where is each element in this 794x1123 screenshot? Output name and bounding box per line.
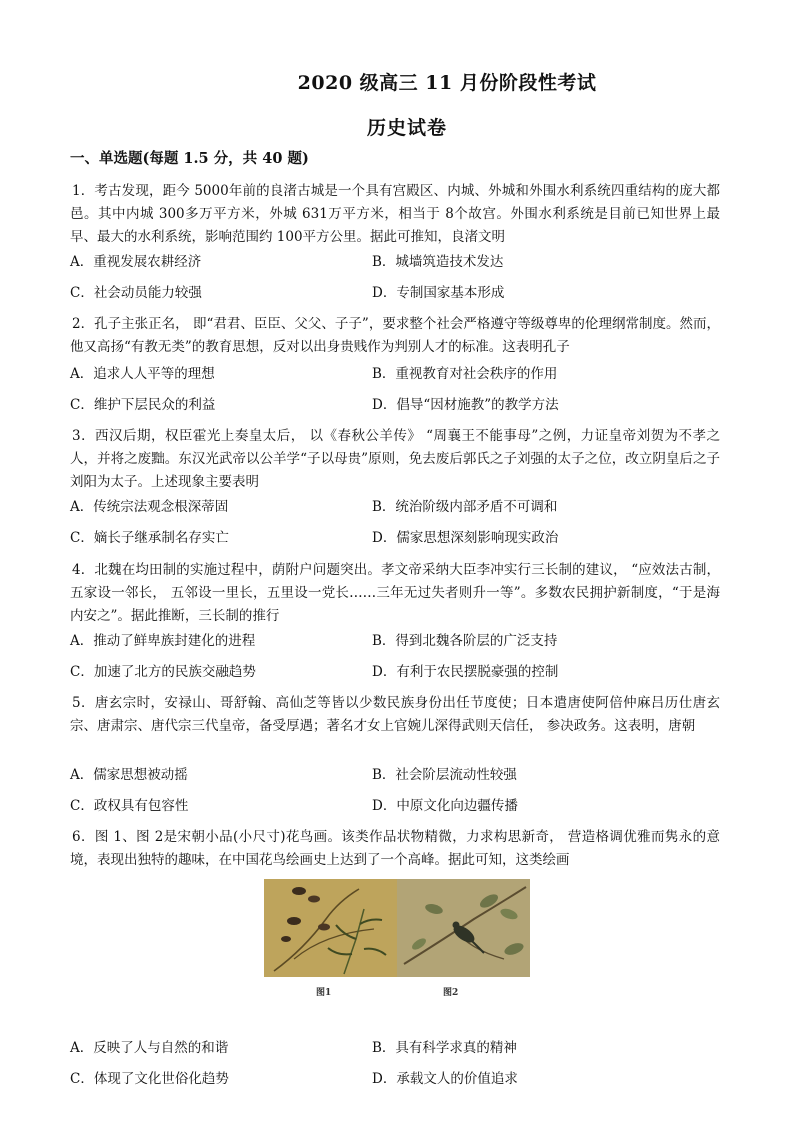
question-3-option-c: C．嫡长子继承制名存实亡 — [70, 530, 229, 546]
question-1-option-b: B．城墙筑造技术发达 — [372, 254, 504, 270]
question-2-option-d: D．倡导“因材施教”的教学方法 — [372, 397, 559, 413]
figure-2-caption: 图2 — [443, 988, 459, 998]
question-6-stem: 6．图 1、图 2是宋朝小品(小尺寸)花鸟画。该类作品状物精微，力求构思新奇， 营造格调优雅而隽永的意境，表现出独特的趣味，在中国花鸟绘画史上达到了一个高峰。据此可知，这类绘画 — [70, 829, 720, 868]
question-4-option-b: B．得到北魏各阶层的广泛支持 — [372, 633, 558, 649]
question-2-option-c: C．维护下层民众的利益 — [70, 397, 216, 413]
exam-subtitle: 历史试卷 — [366, 117, 447, 139]
question-5-option-c: C．政权具有包容性 — [70, 798, 189, 814]
question-1-option-c: C．社会动员能力较强 — [70, 285, 202, 301]
question-3-stem: 3．西汉后期，权臣霍光上奏皇太后， 以《春秋公羊传》 “周襄王不能事母”之例，力证皇帝刘贺为不孝之人，并将之废黜。东汉光武帝以公羊学“子以母贵”原则，免去废后郭氏之子刘强的太子之位，改立阴皇后之子刘阳为太子。上述现象主要表明 — [70, 428, 720, 490]
question-4-option-d: D．有利于农民摆脱豪强的控制 — [372, 664, 559, 680]
question-5-option-b: B．社会阶层流动性较强 — [372, 767, 517, 783]
question-5-option-d: D．中原文化向边疆传播 — [372, 798, 518, 814]
question-1-stem: 1．考古发现，距今 5000年前的良渚古城是一个具有宫殿区、内城、外城和外围水利系统四重结构的庞大都邑。其中内城 300多万平方米，外城 631万平方米，相当于 8个故宫。外围水利系统是目前已知世界上最早、最大的水利系统，影响范围约 100平方公里。据此可推知，良渚文明 — [70, 183, 720, 245]
question-4-stem: 4．北魏在均田制的实施过程中，荫附户问题突出。孝文帝采纳大臣李冲实行三长制的建议， “应效法古制，五家设一邻长， 五邻设一里长，五里设一党长……三年无过失者则升一等”。多数农民拥护新制度，“于是海内安之”。据此推断，三长制的推行 — [70, 562, 720, 624]
bird-and-flower-paintings — [264, 879, 530, 977]
question-4-option-a: A．推动了鲜卑族封建化的进程 — [70, 633, 256, 649]
question-2-stem: 2．孔子主张正名， 即“君君、臣臣、父父、子子”，要求整个社会严格遵守等级尊卑的伦理纲常制度。然而，他又高扬“有教无类”的教育思想，反对以出身贵贱作为判别人才的标准。这表明孔子 — [70, 316, 720, 355]
question-3-option-d: D．儒家思想深刻影响现实政治 — [372, 530, 559, 546]
figure-2-painting — [397, 879, 530, 977]
question-4-option-c: C．加速了北方的民族交融趋势 — [70, 664, 256, 680]
question-1-option-a: A．重视发展农耕经济 — [70, 254, 202, 270]
question-5-option-a: A．儒家思想被动摇 — [70, 767, 188, 783]
question-6-option-a: A．反映了人与自然的和谐 — [70, 1040, 229, 1056]
question-6-option-c: C．体现了文化世俗化趋势 — [70, 1071, 229, 1087]
figure-1-caption: 图1 — [316, 988, 332, 998]
question-3-option-b: B．统治阶级内部矛盾不可调和 — [372, 499, 558, 515]
figure-1-painting — [264, 879, 397, 977]
section-heading: 一、单选题(每题 1.5 分，共 40 题) — [70, 150, 309, 167]
question-1-option-d: D．专制国家基本形成 — [372, 285, 505, 301]
question-3-option-a: A．传统宗法观念根深蒂固 — [70, 499, 229, 515]
question-6-option-b: B．具有科学求真的精神 — [372, 1040, 517, 1056]
paintings-image — [264, 879, 530, 977]
question-2-option-a: A．追求人人平等的理想 — [70, 366, 215, 382]
question-5-stem: 5．唐玄宗时，安禄山、哥舒翰、高仙芝等皆以少数民族身份出任节度使；日本遣唐使阿倍仲麻吕历仕唐玄宗、唐肃宗、唐代宗三代皇帝，备受厚遇；著名才女上官婉儿深得武则天信任， 参决政务。这表明，唐朝 — [70, 695, 720, 734]
exam-title: 2020 级高三 11 月份阶段性考试 — [297, 72, 597, 94]
question-6-option-d: D．承载文人的价值追求 — [372, 1071, 518, 1087]
question-2-option-b: B．重视教育对社会秩序的作用 — [372, 366, 558, 382]
